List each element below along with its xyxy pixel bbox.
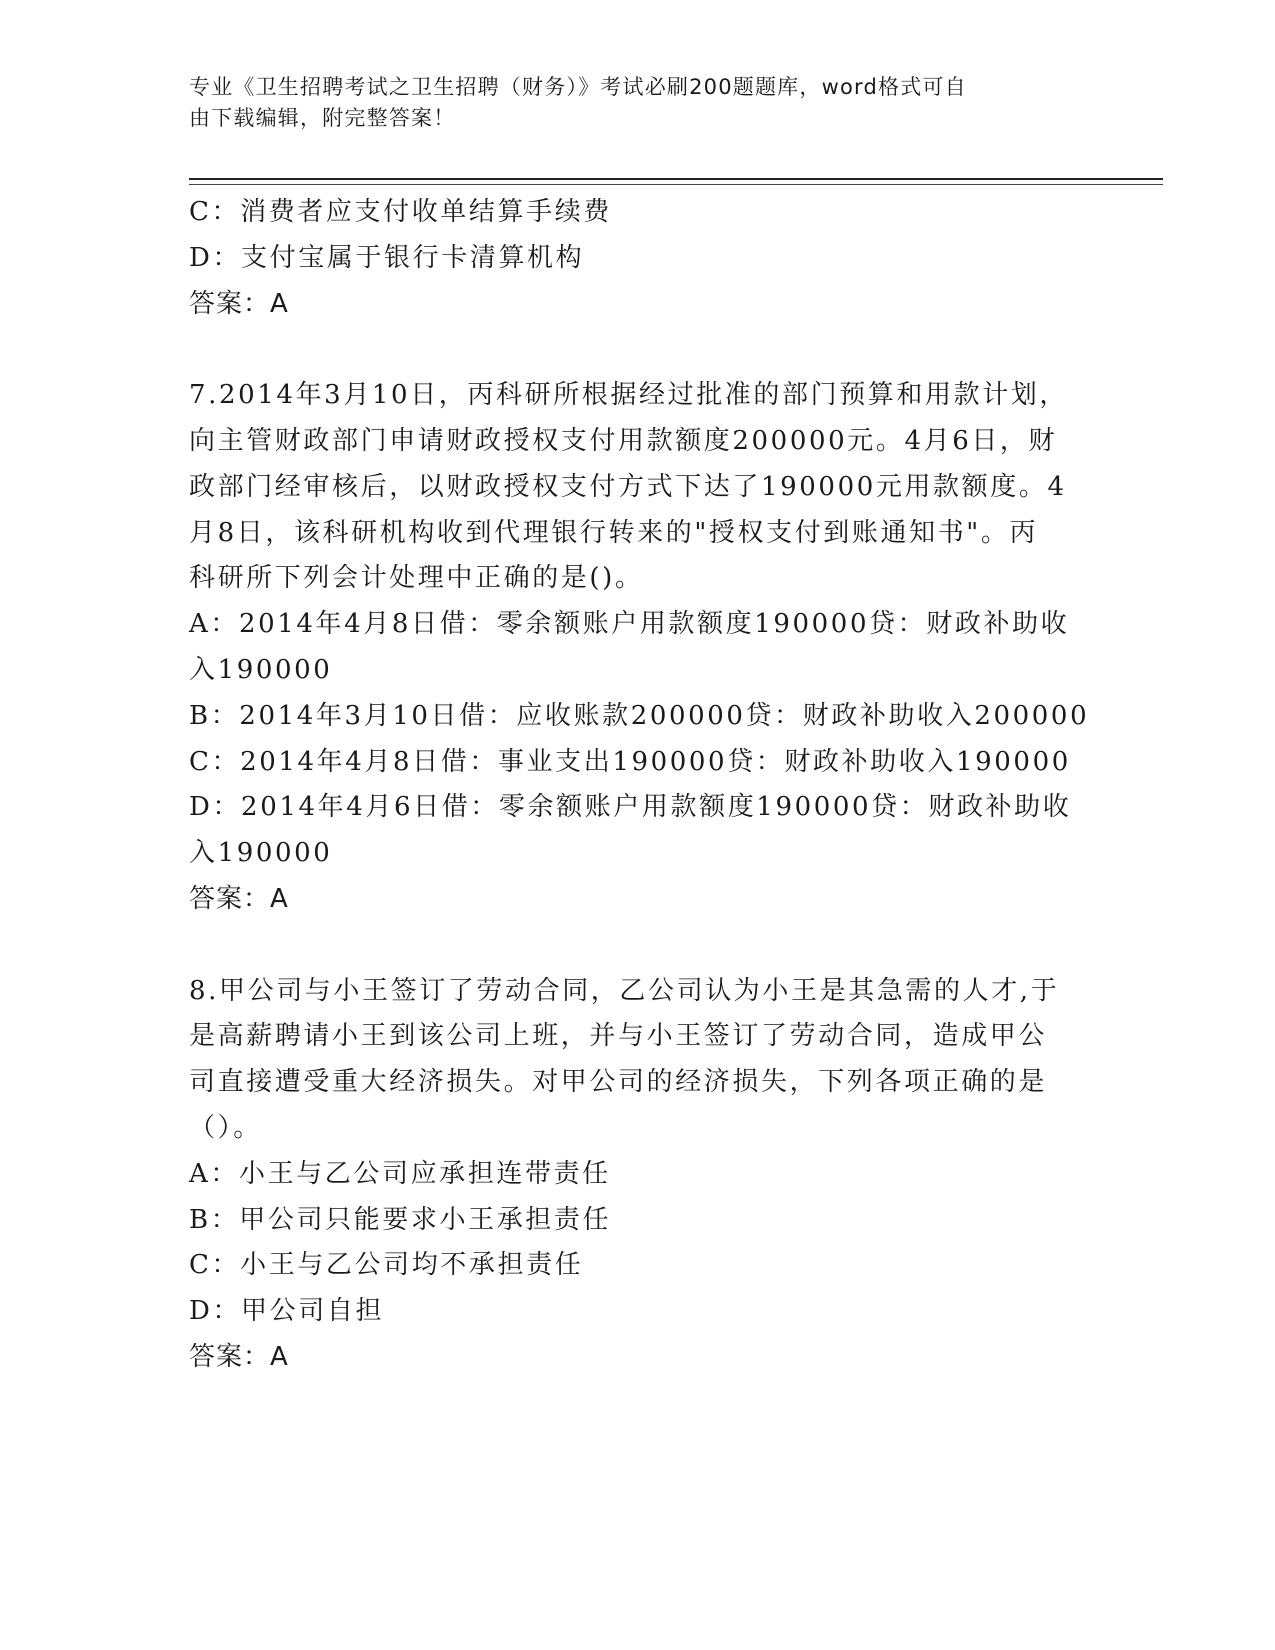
option-d: D：支付宝属于银行卡清算机构	[189, 242, 585, 273]
answer-line: 答案：A	[189, 288, 289, 319]
option-d-continued: 入190000	[189, 838, 333, 869]
option-c: C：小王与乙公司均不承担责任	[189, 1250, 584, 1281]
question-stem-line: （）。	[189, 1112, 262, 1143]
option-d: D：2014年4月6日借：零余额账户用款额度190000贷：财政补助收	[189, 792, 1072, 823]
question-stem-line: 7.2014年3月10日，丙科研所根据经过批准的部门预算和用款计划，	[189, 380, 1069, 411]
question-stem-line: 科研所下列会计处理中正确的是()。	[189, 563, 644, 594]
question-stem-line: 司直接遭受重大经济损失。对甲公司的经济损失，下列各项正确的是	[189, 1067, 1048, 1098]
option-c: C：2014年4月8日借：事业支出190000贷：财政补助收入190000	[189, 746, 1071, 777]
option-b: B：甲公司只能要求小王承担责任	[189, 1204, 612, 1235]
option-d: D：甲公司自担	[189, 1296, 385, 1327]
question-7	[189, 373, 1090, 923]
question-stem-line: 8.甲公司与小王签订了劳动合同，乙公司认为小王是其急需的人才,于	[189, 975, 1060, 1006]
document-header	[189, 72, 1069, 134]
question-8	[189, 969, 1069, 1381]
question-stem-line: 向主管财政部门申请财政授权支付用款额度200000元。4月6日，财	[189, 425, 1058, 456]
answer-line: 答案：A	[189, 1341, 289, 1372]
header-title-line2: 由下载编辑，附完整答案！	[189, 106, 456, 130]
option-a: A：2014年4月8日借：零余额账户用款额度190000贷：财政补助收	[189, 609, 1070, 640]
previous-question-tail	[189, 190, 1069, 327]
document-body	[189, 190, 1090, 1381]
option-a-continued: 入190000	[189, 654, 333, 685]
option-a: A：小王与乙公司应承担连带责任	[189, 1158, 611, 1189]
option-c: C：消费者应支付收单结算手续费	[189, 197, 612, 227]
spacer	[189, 327, 1069, 373]
header-title-line1: 专业《卫生招聘考试之卫生招聘（财务）》考试必刷200题题库，word格式可自	[189, 75, 967, 99]
option-b: B：2014年3月10日借：应收账款200000贷：财政补助收入200000	[189, 700, 1090, 731]
spacer	[189, 923, 1069, 969]
answer-line: 答案：A	[189, 883, 289, 914]
header-divider-thick	[189, 178, 1163, 180]
question-stem-line: 月8日，该科研机构收到代理银行转来的"授权支付到账通知书"。丙	[189, 517, 1039, 548]
question-stem-line: 政部门经审核后，以财政授权支付方式下达了190000元用款额度。4	[189, 471, 1067, 502]
question-stem-line: 是高薪聘请小王到该公司上班，并与小王签订了劳动合同，造成甲公	[189, 1021, 1048, 1052]
header-divider-thin	[189, 184, 1163, 185]
